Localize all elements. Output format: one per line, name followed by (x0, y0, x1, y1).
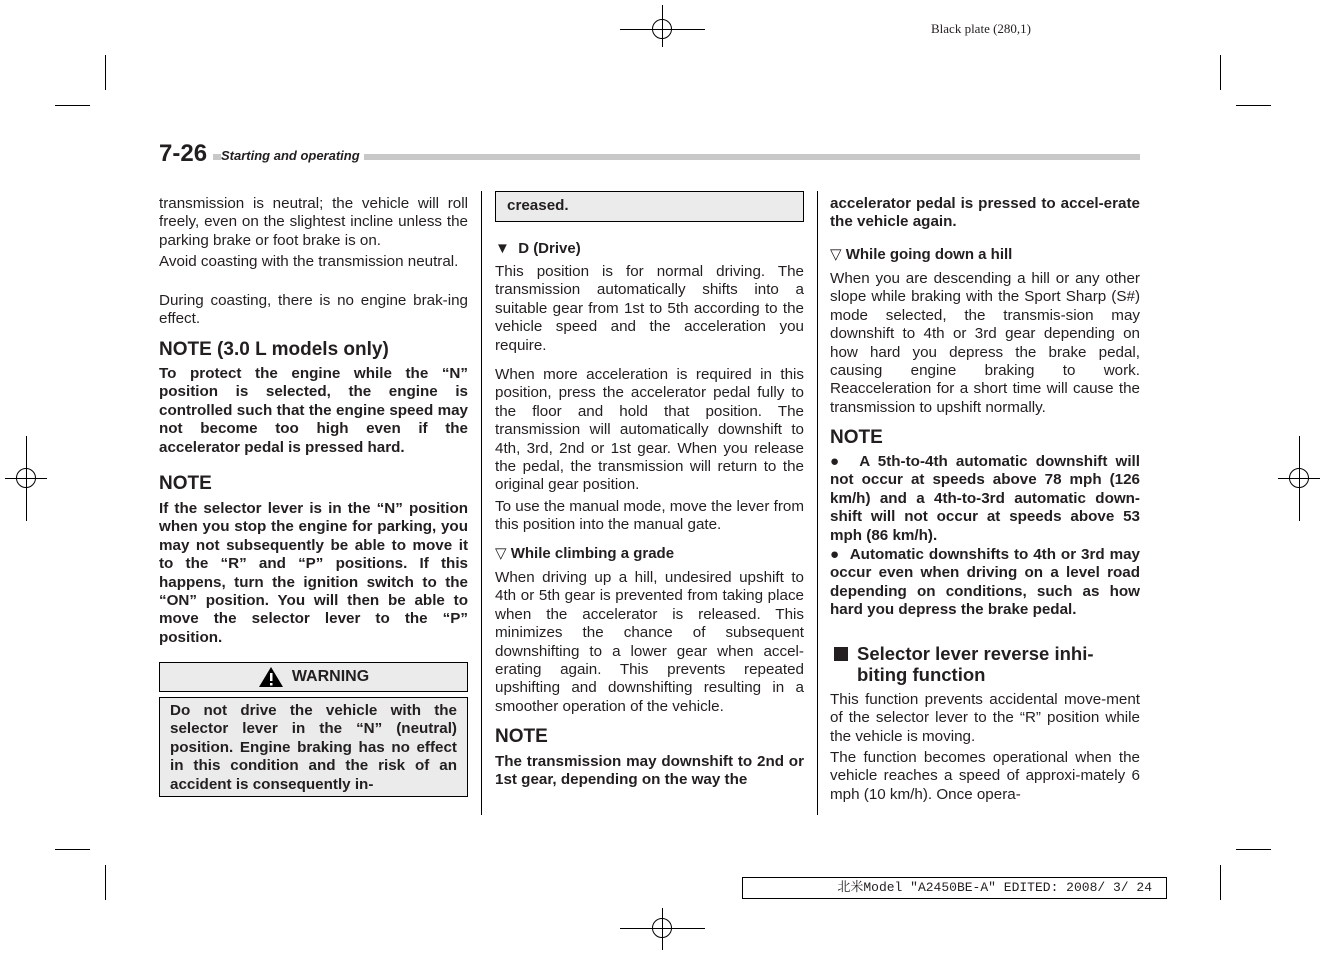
warning-triangle-icon (258, 666, 284, 688)
paragraph: To use the manual mode, move the lever from this position into the manual gate. (495, 498, 804, 534)
warning-box-continued (495, 191, 804, 222)
note-bullet (830, 546, 1140, 620)
footer-model-label: 北米Model "A2450BE-A" EDITED: 2008/ 3/ 24 (742, 877, 1167, 899)
note-heading: NOTE (830, 427, 883, 448)
filled-triangle-icon: ▼ (495, 240, 519, 257)
subheading-text: While going down a hill (845, 246, 1013, 263)
paragraph: When driving up a hill, undesired upshift to 4th or 5th gear is prevented from taking place when the accelerator is released. This minimizes the chance of subsequent downshifting to a lower gear when accel-erating again. This prevents repeated upshifting and downshifting resulting in a smoother operation of the vehicle. (495, 569, 804, 715)
warning-title: WARNING (291, 668, 370, 685)
outline-triangle-icon: ▽ (495, 545, 511, 562)
subheading-text: D (Drive) (518, 240, 581, 257)
section-name: Starting and operating (221, 148, 364, 163)
bullet-icon: ● (830, 453, 860, 470)
warning-text: Do not drive the vehicle with the selector lever in the “N” (neutral) position. Engine braking has no effect in this condition and the risk of an accident is consequently in- (170, 702, 457, 793)
bullet-text: Automatic downshifts to 4th or 3rd may occur even when driving on a level road depending on conditions, such as how hard you depress the brake pedal. (830, 546, 1140, 619)
paragraph: The function becomes operational when the vehicle reaches a speed of approxi-mately 6 mph (10 km/h). Once opera- (830, 749, 1140, 803)
note-text: If the selector lever is in the “N” position when you stop the engine for parking, you may not subsequently be able to move it to the “R” and “P” positions. If this happens, turn the ignition switch to the “ON” position. You will then be able to move the selector lever to the “P” position. (159, 500, 468, 646)
subheading (495, 240, 804, 258)
paragraph: Avoid coasting with the transmission neutral. (159, 253, 459, 270)
bullet-text: A 5th-to-4th automatic downshift will not occur at speeds above 78 mph (126 km/h) and a 4th-to-3rd automatic down-shift will not occur at speeds above 53 mph (86 km/h). (830, 453, 1140, 544)
subheading (830, 246, 1140, 264)
note-text: accelerator pedal is pressed to accel-erate the vehicle again. (830, 195, 1140, 231)
page-number: 7-26 (159, 140, 213, 168)
paragraph: During coasting, there is no engine brak-ing effect. (159, 292, 468, 328)
note-heading: NOTE (3.0 L models only) (159, 339, 389, 360)
note-heading: NOTE (495, 726, 548, 747)
plate-label: Black plate (280,1) (931, 21, 1031, 36)
warning-text: creased. (507, 197, 569, 214)
bullet-icon: ● (830, 546, 850, 563)
subheading-text: While climbing a grade (510, 545, 675, 562)
outline-triangle-icon: ▽ (830, 246, 846, 263)
square-bullet-icon (834, 647, 848, 661)
column-divider (817, 191, 818, 815)
column-divider (481, 191, 482, 815)
subheading (495, 545, 804, 563)
paragraph: When more acceleration is required in this position, press the accelerator pedal fully to the floor and hold that position. The transmission will automatically downshift to 4th, 3rd, 2nd or 1st gear. When you release the pedal, the transmission will return to the original gear position. (495, 366, 804, 494)
paragraph: transmission is neutral; the vehicle will roll freely, even on the slightest incline unless the parking brake or foot brake is on. (159, 195, 468, 249)
note-text: To protect the engine while the “N” position is selected, the engine is controlled such that the engine speed may not become too high even if the accelerator pedal is pressed hard. (159, 365, 468, 456)
section-heading: Selector lever reverse inhi-biting function (857, 643, 1094, 685)
paragraph: When you are descending a hill or any other slope while braking with the Sport Sharp (S#) mode selected, the transmis-sion may downshift to 4th or 3rd gear depending on how hard you depress the brake pedal, causing engine braking to work. Reacceleration for a short time will cause the transmission to upshift normally. (830, 270, 1140, 416)
note-bullet (830, 453, 1140, 545)
note-heading: NOTE (159, 473, 212, 494)
warning-header (159, 662, 468, 692)
note-text: The transmission may downshift to 2nd or 1st gear, depending on the way the (495, 753, 804, 789)
paragraph: This function prevents accidental move-ment of the selector lever to the “R” position while the vehicle is moving. (830, 691, 1140, 745)
warning-box (159, 697, 468, 797)
paragraph: This position is for normal driving. The transmission automatically shifts into a suitable gear from 1st to 5th according to the vehicle speed and the acceleration you require. (495, 263, 804, 354)
